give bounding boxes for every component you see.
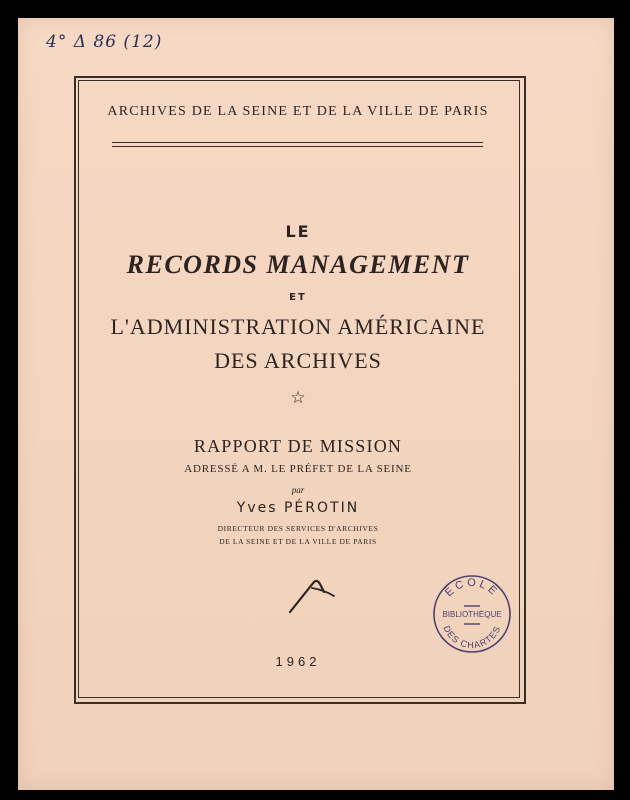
- svg-text:ÉCOLE: [442, 577, 501, 599]
- title-administration: L'ADMINISTRATION AMÉRICAINE: [110, 314, 486, 339]
- publisher-mark-icon: [284, 572, 344, 618]
- title-line-le: LE: [285, 222, 311, 241]
- star-ornament-icon: ☆: [290, 388, 306, 408]
- author-role-line1: DIRECTEUR DES SERVICES D'ARCHIVES: [217, 524, 379, 533]
- stamp-bottom-text: DES CHARTES: [441, 624, 503, 651]
- title-des-archives: DES ARCHIVES: [214, 348, 382, 373]
- author-role-line2: DE LA SEINE ET DE LA VILLE DE PARIS: [219, 537, 377, 546]
- by-label: par: [291, 485, 305, 495]
- header-rule-top: [112, 142, 483, 143]
- subtitle-addressed: ADRESSÉ A M. LE PRÉFET DE LA SEINE: [184, 463, 412, 475]
- title-line-et: ET: [289, 292, 307, 303]
- stamp-top-text: ÉCOLE: [442, 576, 502, 600]
- subtitle-rapport: RAPPORT DE MISSION: [193, 436, 403, 456]
- stamp-middle-text: BIBLIOTHÈQUE: [442, 610, 502, 619]
- handwritten-shelfmark: 4° Δ 86 (12): [46, 32, 163, 52]
- author-name: Yves PÉROTIN: [236, 500, 360, 516]
- publisher-header: ARCHIVES DE LA SEINE ET DE LA VILLE DE PARIS: [107, 104, 489, 119]
- title-records-management: RECORDS MANAGEMENT: [126, 250, 470, 279]
- header-rule-bottom: [112, 146, 483, 147]
- publication-year: 1962: [275, 654, 321, 669]
- library-stamp: [430, 572, 514, 656]
